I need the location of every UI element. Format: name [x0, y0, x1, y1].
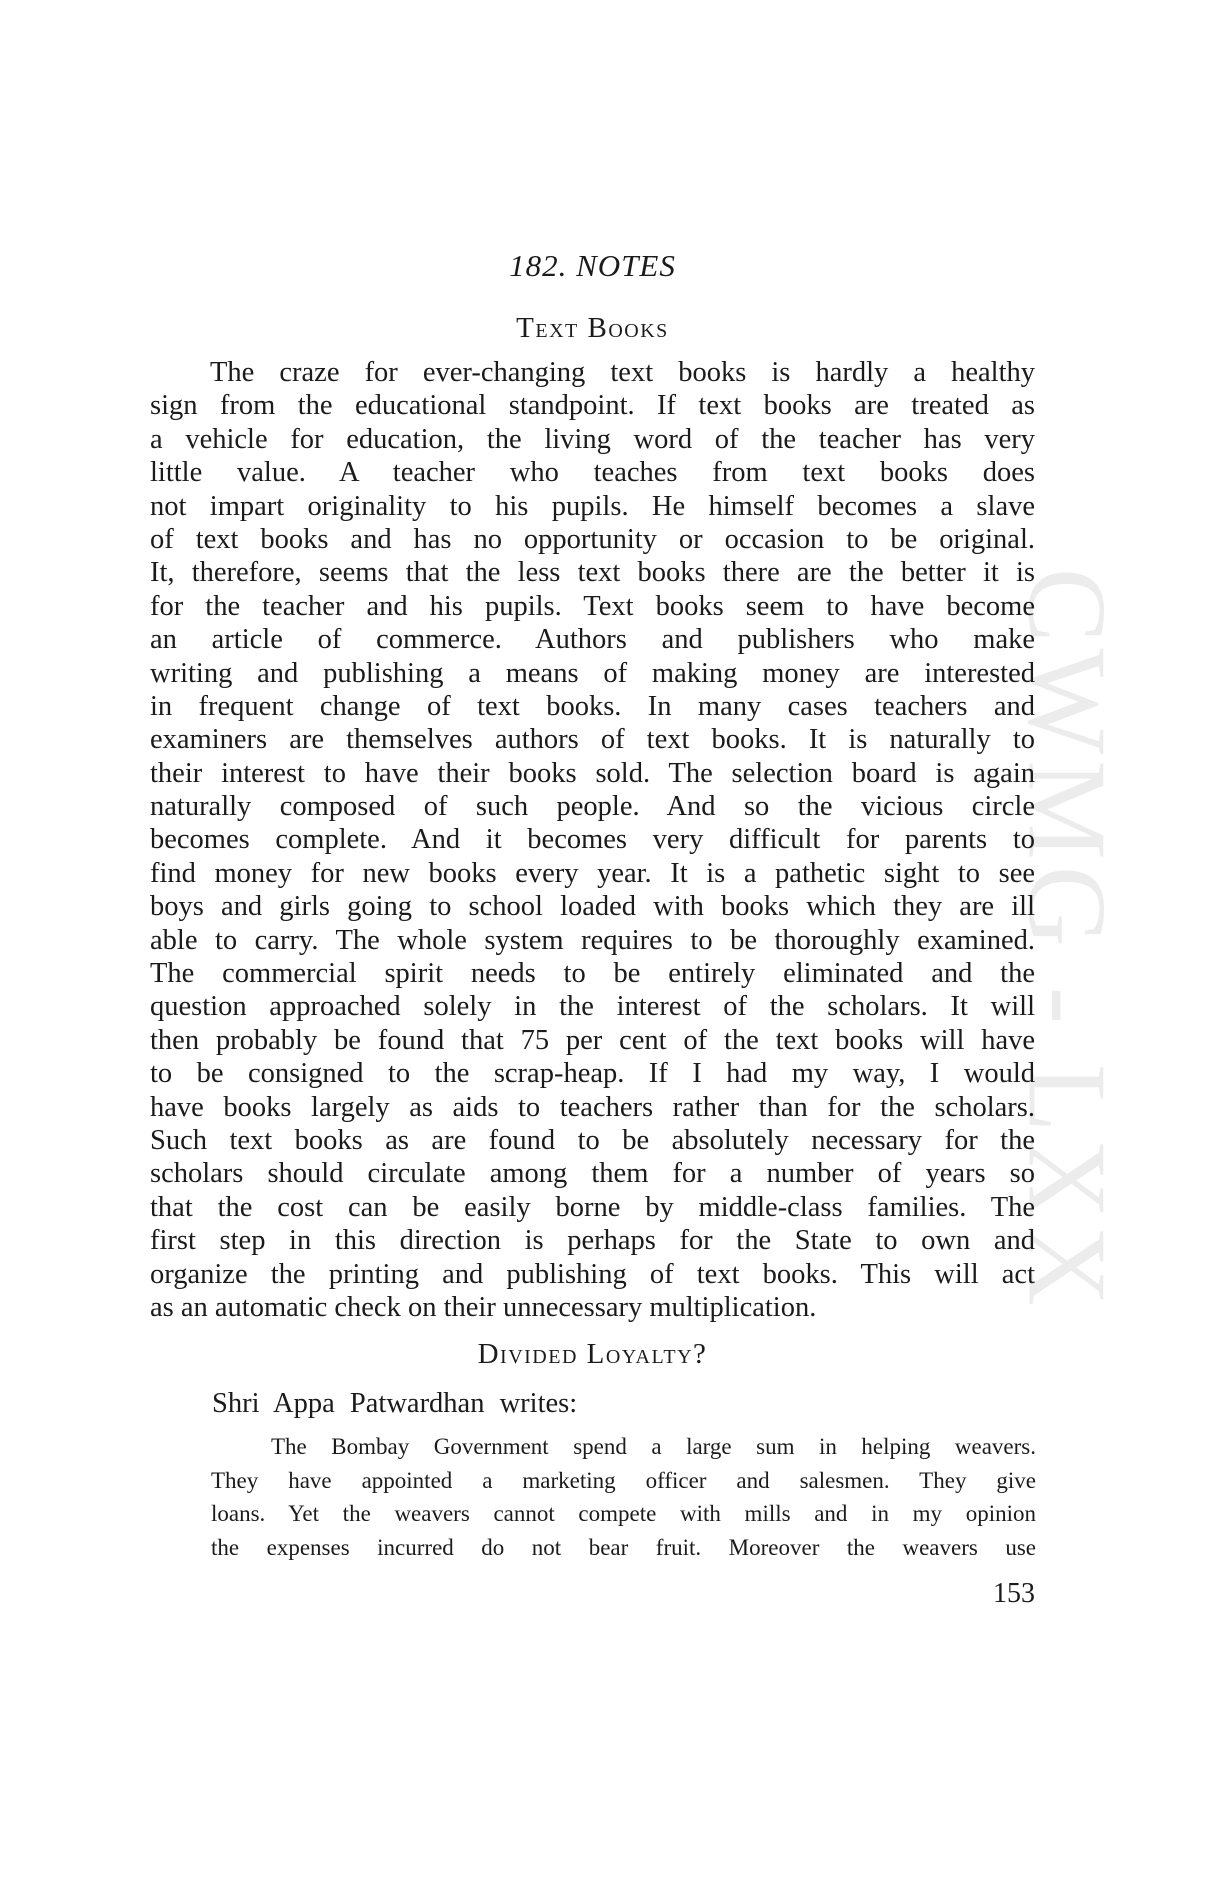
page-number: 153	[993, 1578, 1035, 1609]
paragraph-line: becomes complete. And it becomes very difficult for parents to	[150, 824, 1035, 856]
paragraph-line: sign from the educational standpoint. If text books are treated as	[150, 390, 1035, 422]
paragraph-line: first step in this direction is perhaps for the State to own and	[150, 1225, 1035, 1257]
watermark-text: CWMG - LXX	[1004, 567, 1129, 1313]
paragraph-line: then probably be found that 75 per cent of the text books will have	[150, 1024, 1035, 1056]
letter-intro: Shri Appa Patwardhan writes:	[212, 1388, 578, 1419]
paragraph-line: of text books and has no opportunity or occasion to be original.	[150, 523, 1035, 555]
paragraph-line: question approached solely in the interest of the scholars. It will	[150, 991, 1035, 1023]
paragraph-line: to be consigned to the scrap-heap. If I had my way, I would	[150, 1058, 1035, 1090]
quoted-letter	[211, 1430, 1036, 1564]
quote-line: The Bombay Government spend a large sum in helping weavers.	[271, 1434, 1036, 1459]
paragraph-line: able to carry. The whole system requires to be thoroughly examined.	[150, 924, 1035, 956]
paragraph-line: in frequent change of text books. In many cases teachers and	[150, 690, 1035, 722]
quote-line: the expenses incurred do not bear fruit. Moreover the weavers use	[211, 1534, 1036, 1560]
paragraph-line: organize the printing and publishing of text books. This will act	[150, 1258, 1035, 1290]
paragraph-line: The commercial spirit needs to be entirely eliminated and the	[150, 958, 1035, 990]
paragraph-line: as an automatic check on their unnecessary multiplication.	[150, 1291, 817, 1323]
paragraph-line: that the cost can be easily borne by middle-class families. The	[150, 1191, 1035, 1223]
quote-line: They have appointed a marketing officer and salesmen. They give	[211, 1467, 1036, 1493]
text-books-article	[150, 356, 1035, 1324]
notes-heading: 182. NOTES	[509, 248, 676, 283]
paragraph-line: naturally composed of such people. And so the vicious circle	[150, 791, 1035, 823]
paragraph-line: their interest to have their books sold. The selection board is again	[150, 757, 1035, 789]
paragraph-line: not impart originality to his pupils. He himself becomes a slave	[150, 490, 1035, 522]
paragraph-line: boys and girls going to school loaded with books which they are ill	[150, 891, 1035, 923]
paragraph-line: The craze for ever-changing text books is hardly a healthy	[210, 357, 1035, 388]
paragraph-line: writing and publishing a means of making money are interested	[150, 657, 1035, 689]
paragraph-line: It, therefore, seems that the less text books there are the better it is	[150, 557, 1035, 589]
paragraph-line: an article of commerce. Authors and publishers who make	[150, 624, 1035, 656]
paragraph-line: scholars should circulate among them for a number of years so	[150, 1158, 1035, 1190]
paragraph-line: for the teacher and his pupils. Text books seem to have become	[150, 590, 1035, 622]
section-title-text-books: Text Books	[516, 312, 669, 344]
paragraph-line: little value. A teacher who teaches from text books does	[150, 457, 1035, 489]
paragraph-line: a vehicle for education, the living word of the teacher has very	[150, 423, 1035, 455]
paragraph-line: have books largely as aids to teachers rather than for the scholars.	[150, 1091, 1035, 1123]
document-page	[150, 0, 1035, 1890]
paragraph-line: find money for new books every year. It is a pathetic sight to see	[150, 857, 1035, 889]
paragraph-line: Such text books as are found to be absolutely necessary for the	[150, 1124, 1035, 1156]
paragraph-line: examiners are themselves authors of text books. It is naturally to	[150, 724, 1035, 756]
section-title-divided-loyalty: Divided Loyalty?	[477, 1338, 708, 1370]
quote-line: loans. Yet the weavers cannot compete with mills and in my opinion	[211, 1501, 1036, 1526]
